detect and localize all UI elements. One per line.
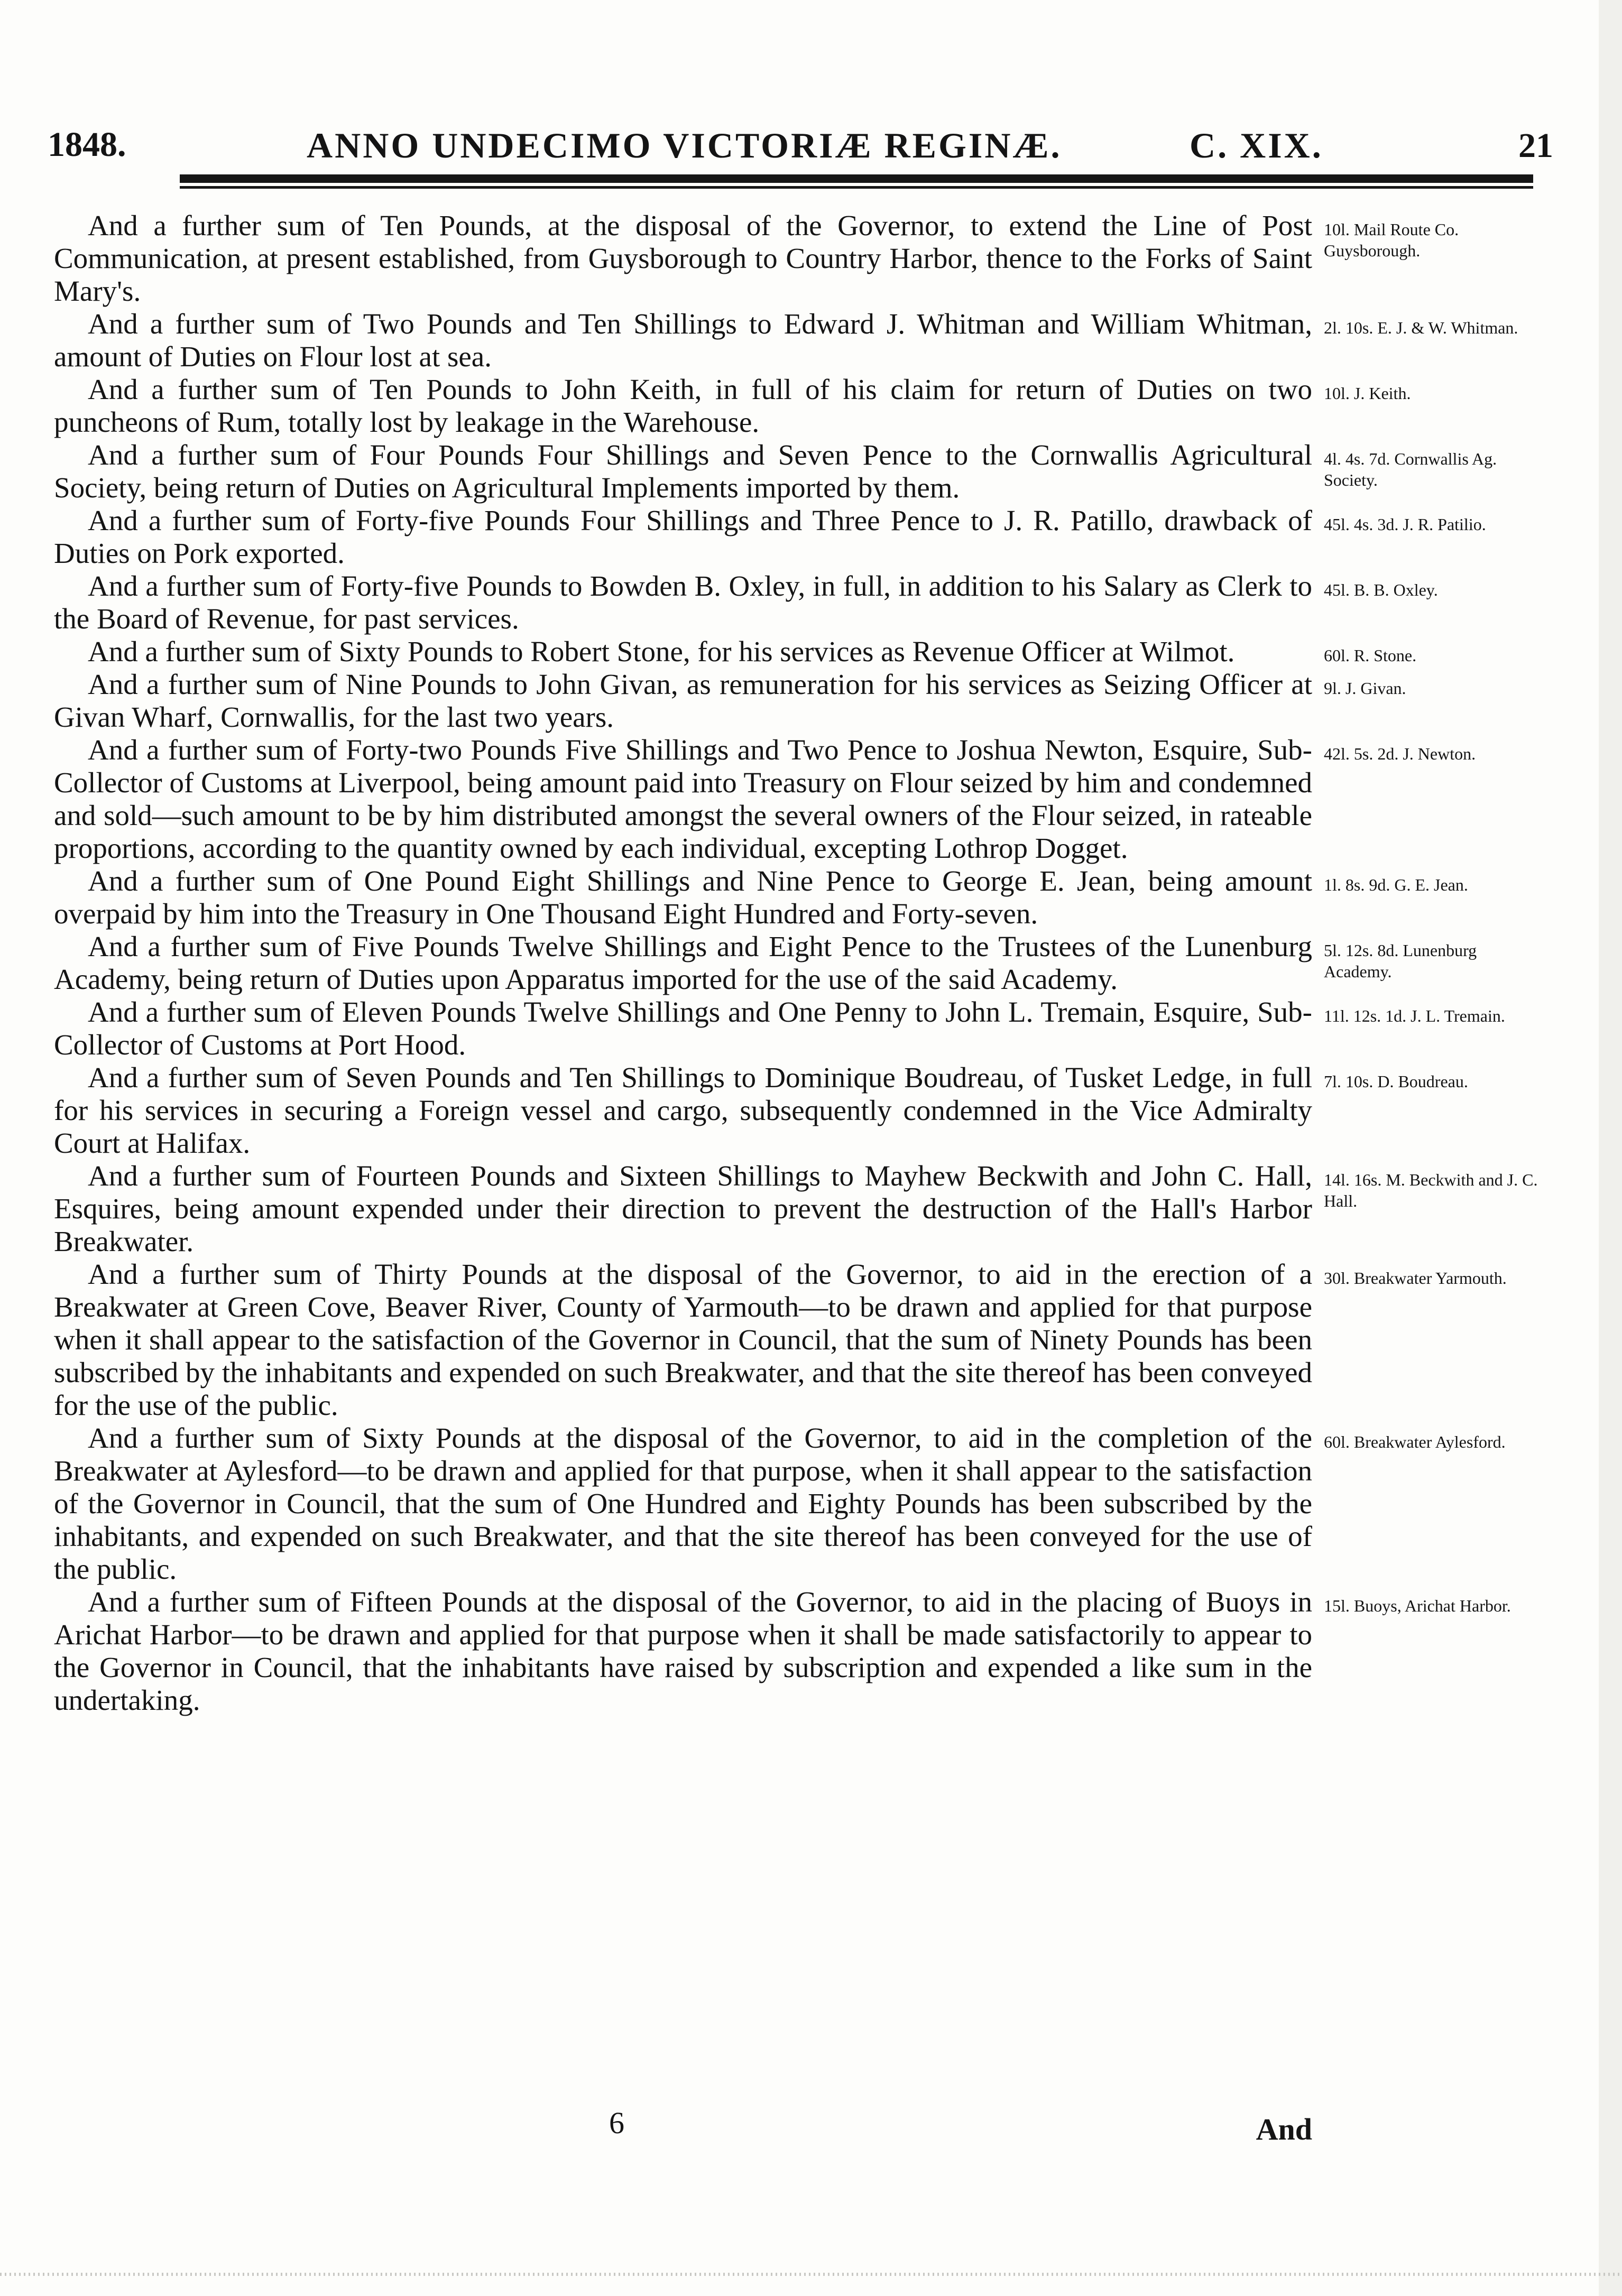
page-edge-shadow	[1599, 0, 1622, 2296]
paragraph	[54, 439, 1622, 504]
margin-note: 7l. 10s. D. Boudreau.	[1324, 1072, 1468, 1091]
page-bottom-edge	[0, 2273, 1622, 2276]
margin-note: 30l. Breakwater Yarmouth.	[1324, 1269, 1507, 1288]
paragraph	[54, 635, 1622, 668]
paragraph	[54, 865, 1622, 930]
paragraph	[54, 734, 1622, 865]
paragraph-text: And a further sum of Ten Pounds to John Keith, in full of his claim for return of Duties on two puncheons of Rum, totally lost by leakage in the Warehouse.	[54, 373, 1312, 438]
paragraph	[54, 996, 1622, 1061]
margin-note: 45l. 4s. 3d. J. R. Patilio.	[1324, 515, 1486, 534]
paragraph	[54, 373, 1622, 439]
paragraph-text: And a further sum of Thirty Pounds at the disposal of the Governor, to aid in the erection of a Breakwater at Green Cove, Beaver River, County of Yarmouth—to be drawn and applied for that purpose when it shall appear to the satisfaction of the Governor in Council, that the sum of Ninety Pounds has been subscribed by the inhabitants and expended on such Breakwater, and that the site thereof has been conveyed for the use of the public.	[54, 1258, 1312, 1421]
margin-note: 15l. Buoys, Arichat Harbor.	[1324, 1596, 1511, 1615]
margin-note: 11l. 12s. 1d. J. L. Tremain.	[1324, 1006, 1505, 1025]
paragraph	[54, 930, 1622, 996]
header-page-number: 21	[1518, 126, 1553, 165]
header-rule-thick	[180, 174, 1533, 183]
paragraph	[54, 1422, 1622, 1586]
margin-note: 1l. 8s. 9d. G. E. Jean.	[1324, 875, 1468, 894]
paragraph-text: And a further sum of Sixty Pounds at the disposal of the Governor, to aid in the completion of the Breakwater at Aylesford—to be drawn and applied for that purpose, when it shall appear to the satisfaction of the Governor in Council, that the sum of One Hundred and Eighty Pounds has been subscribed by the inhabitants, and expended on such Breakwater, and that the site thereof has been conveyed for the use of the public.	[54, 1422, 1312, 1585]
paragraph	[54, 1160, 1622, 1258]
catchword: And	[1256, 2112, 1312, 2146]
paragraph-text: And a further sum of Ten Pounds, at the disposal of the Governor, to extend the Line of Post Communication, at present established, from Guysborough to Country Harbor, thence to the Forks of Saint Mary's.	[54, 209, 1312, 307]
paragraph-text: And a further sum of Sixty Pounds to Robert Stone, for his services as Revenue Officer at Wilmot.	[88, 635, 1235, 668]
paragraph	[54, 1586, 1622, 1717]
paragraph-text: And a further sum of Forty-five Pounds to Bowden B. Oxley, in full, in addition to his Salary as Clerk to the Board of Revenue, for past services.	[54, 570, 1312, 635]
paragraph	[54, 1258, 1622, 1422]
signature-mark: 6	[609, 2106, 624, 2140]
page-body	[54, 209, 1622, 1717]
header-year: 1848.	[48, 125, 126, 164]
header-title: ANNO UNDECIMO VICTORIÆ REGINÆ.	[307, 125, 1062, 165]
paragraph-text: And a further sum of Fourteen Pounds and Sixteen Shillings to Mayhew Beckwith and John C. Hall, Esquires, being amount expended under their direction to prevent the destruction of the Hall's Harbor Breakwater.	[54, 1160, 1312, 1257]
paragraph	[54, 209, 1622, 308]
header-rule-thin	[180, 186, 1533, 189]
margin-note: 5l. 12s. 8d. Lunenburg Academy.	[1324, 941, 1477, 981]
margin-note: 9l. J. Givan.	[1324, 679, 1406, 698]
paragraph-text: And a further sum of Seven Pounds and Ten Shillings to Dominique Boudreau, of Tusket Ledge, in full for his services in securing a Foreign vessel and cargo, subsequently condemned in the Vice Admiralty Court at Halifax.	[54, 1061, 1312, 1159]
paragraph-text: And a further sum of Four Pounds Four Shillings and Seven Pence to the Cornwallis Agricultural Society, being return of Duties on Agricultural Implements imported by them.	[54, 439, 1312, 504]
margin-note: 10l. J. Keith.	[1324, 384, 1411, 403]
paragraph-text: And a further sum of One Pound Eight Shillings and Nine Pence to George E. Jean, being amount overpaid by him into the Treasury in One Thousand Eight Hundred and Forty-seven.	[54, 865, 1312, 930]
paragraph-text: And a further sum of Fifteen Pounds at the disposal of the Governor, to aid in the placing of Buoys in Arichat Harbor—to be drawn and applied for that purpose when it shall be made satisfactorily to appear to the Governor in Council, that the inhabitants have raised by subscription and expended a like sum in the undertaking.	[54, 1586, 1312, 1716]
margin-note: 2l. 10s. E. J. & W. Whitman.	[1324, 318, 1518, 337]
margin-note: 45l. B. B. Oxley.	[1324, 580, 1438, 599]
paragraph	[54, 308, 1622, 373]
paragraph-text: And a further sum of Forty-five Pounds Four Shillings and Three Pence to J. R. Patillo, drawback of Duties on Pork exported.	[54, 504, 1312, 569]
margin-note: 60l. R. Stone.	[1324, 646, 1417, 665]
paragraph-text: And a further sum of Nine Pounds to John Givan, as remuneration for his services as Seizing Officer at Givan Wharf, Cornwallis, for the last two years.	[54, 668, 1312, 733]
paragraph-text: And a further sum of Five Pounds Twelve Shillings and Eight Pence to the Trustees of the Lunenburg Academy, being return of Duties upon Apparatus imported for the use of the said Academy.	[54, 930, 1312, 995]
page-footer	[54, 2105, 1312, 2147]
paragraph-text: And a further sum of Forty-two Pounds Five Shillings and Two Pence to Joshua Newton, Esquire, Sub-Collector of Customs at Liverpool, being amount paid into Treasury on Flour seized by him and condemned and sold—such amount to be by him distributed amongst the several owners of the Flour seized, in rateable proportions, according to the quantity owned by each individual, excepting Lothrop Dogget.	[54, 734, 1312, 864]
margin-note: 10l. Mail Route Co. Guysborough.	[1324, 220, 1459, 260]
margin-note: 4l. 4s. 7d. Cornwallis Ag. Society.	[1324, 449, 1497, 489]
paragraph	[54, 504, 1622, 570]
paragraph	[54, 570, 1622, 635]
paragraph	[54, 1061, 1622, 1160]
paragraph-text: And a further sum of Eleven Pounds Twelve Shillings and One Penny to John L. Tremain, Esquire, Sub-Collector of Customs at Port Hood.	[54, 996, 1312, 1061]
margin-note: 60l. Breakwater Aylesford.	[1324, 1432, 1506, 1451]
margin-note: 14l. 16s. M. Beckwith and J. C. Hall.	[1324, 1170, 1538, 1210]
paragraph-text: And a further sum of Two Pounds and Ten Shillings to Edward J. Whitman and William Whitman, amount of Duties on Flour lost at sea.	[54, 308, 1312, 373]
header-chapter: C. XIX.	[1190, 125, 1323, 165]
paragraph	[54, 668, 1622, 734]
margin-note: 42l. 5s. 2d. J. Newton.	[1324, 744, 1476, 763]
